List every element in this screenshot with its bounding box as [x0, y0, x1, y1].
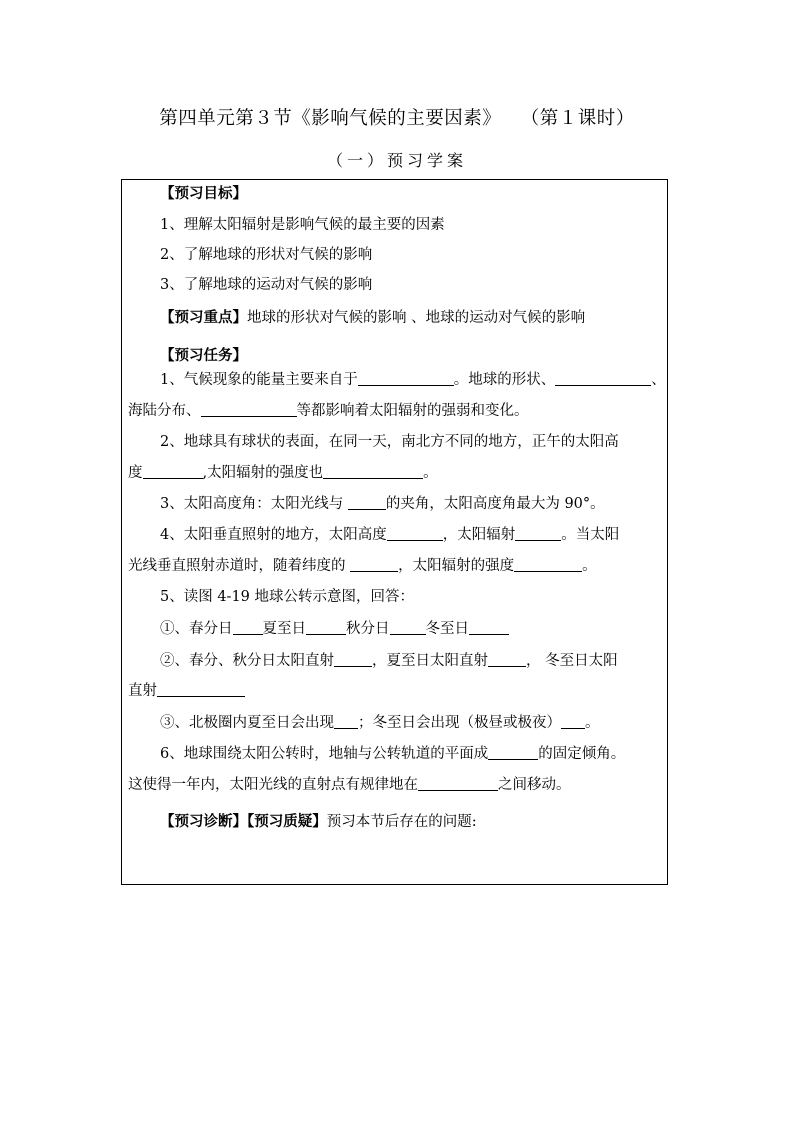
- task-text: 夏至日: [262, 621, 306, 637]
- task-text: 4、太阳垂直照射的地方，太阳高度: [160, 527, 387, 543]
- task-text: 直射: [128, 683, 157, 699]
- answer-blank[interactable]: [334, 714, 358, 729]
- answer-blank[interactable]: [515, 526, 561, 541]
- task-text: ；冬至日会出现（极昼或极夜）: [358, 715, 561, 731]
- task-6-line-1: [122, 742, 667, 763]
- answer-blank[interactable]: [306, 620, 346, 635]
- focus-heading: 【预习重点】: [160, 309, 247, 326]
- task-text: ， 冬至日太阳: [526, 653, 618, 669]
- answer-blank[interactable]: [488, 652, 526, 667]
- task-text: 。地球的形状、: [453, 372, 556, 388]
- task-text: 之间移动。: [498, 777, 571, 793]
- answer-blank[interactable]: [323, 464, 423, 479]
- task-text: ，太阳辐射的强度: [398, 558, 515, 574]
- task-5-q2-line-2: [122, 679, 667, 700]
- task-5-q3: [122, 711, 667, 732]
- task-5-q1: [122, 617, 667, 638]
- answer-blank[interactable]: [350, 557, 398, 572]
- task-text: ①、春分日: [160, 621, 233, 637]
- task-text: ,太阳辐射的强度也: [202, 465, 324, 481]
- task-text: 度: [128, 465, 143, 481]
- task-text: 秋分日: [346, 621, 390, 637]
- task-4-line-2: [122, 554, 667, 575]
- answer-blank[interactable]: [358, 371, 454, 386]
- answer-blank[interactable]: [334, 652, 372, 667]
- answer-blank[interactable]: [348, 495, 386, 510]
- task-text: ，夏至日太阳直射: [372, 653, 488, 669]
- task-1-line-1: [122, 368, 667, 389]
- task-text: 6、地球围绕太阳公转时，地轴与公转轨道的平面成: [160, 746, 489, 762]
- task-text: 1、气候现象的能量主要来自于: [160, 372, 358, 388]
- goals-heading: 【预习目标】: [160, 185, 247, 202]
- section-subtitle: （一）预习学案: [326, 151, 467, 170]
- task-5-q2-line-1: [122, 649, 667, 670]
- task-text: 等都影响着太阳辐射的强弱和变化。: [296, 403, 529, 419]
- task-text: 、: [651, 372, 666, 388]
- answer-blank[interactable]: [233, 620, 263, 635]
- diagnosis-text: 预习本节后存在的问题:: [326, 814, 477, 830]
- task-text: 的固定倾角。: [538, 746, 626, 762]
- task-5-intro: 5、读图 4-19 地球公转示意图，回答：: [160, 589, 415, 605]
- task-text: ③、北极圈内夏至日会出现: [160, 715, 334, 731]
- focus-section: [122, 306, 667, 327]
- task-text: 2、地球具有球状的表面，在同一天，南北方不同的地方，正午的太阳高: [160, 434, 619, 450]
- task-2-line-2: [122, 461, 667, 482]
- task-text: 这使得一年内，太阳光线的直射点有规律地在: [128, 777, 418, 793]
- answer-blank[interactable]: [488, 745, 538, 760]
- task-4-line-1: [122, 523, 667, 544]
- task-1-line-2: [122, 399, 667, 420]
- answer-blank[interactable]: [561, 714, 585, 729]
- task-text: ，太阳辐射: [442, 527, 516, 543]
- focus-text: 地球的形状对气候的影响 、地球的运动对气候的影响: [247, 310, 586, 326]
- task-text: 。: [585, 715, 600, 731]
- task-text: 。: [582, 558, 597, 574]
- questions-heading: 【预习质疑】: [247, 813, 327, 830]
- diagnosis-section: [122, 810, 667, 831]
- answer-blank[interactable]: [143, 464, 203, 479]
- task-text: 。: [423, 465, 438, 481]
- task-text: ②、春分、秋分日太阳直射: [160, 653, 334, 669]
- answer-blank[interactable]: [390, 620, 426, 635]
- task-text: 3、太阳高度角：太阳光线与: [160, 496, 348, 512]
- page-title: 第四单元第３节《影响气候的主要因素》 （第１课时）: [159, 108, 635, 129]
- task-text: 的夹角，太阳高度角最大为 90°。: [385, 496, 605, 512]
- answer-blank[interactable]: [201, 402, 297, 417]
- goals-section: [122, 182, 667, 203]
- goal-item: 1、理解太阳辐射是影响气候的最主要的因素: [160, 217, 445, 233]
- answer-blank[interactable]: [469, 620, 509, 635]
- task-text: 光线垂直照射赤道时，随着纬度的: [128, 558, 351, 574]
- answer-blank[interactable]: [387, 526, 443, 541]
- task-text: 冬至日: [425, 621, 469, 637]
- goal-item: 2、了解地球的形状对气候的影响: [160, 247, 373, 263]
- tasks-section: [122, 344, 667, 365]
- answer-blank[interactable]: [157, 682, 245, 697]
- study-plan-box: [121, 179, 668, 885]
- task-6-line-2: [122, 773, 667, 794]
- answer-blank[interactable]: [555, 371, 651, 386]
- diagnosis-heading: 【预习诊断】: [160, 813, 247, 830]
- answer-blank[interactable]: [418, 776, 498, 791]
- answer-blank[interactable]: [514, 557, 582, 572]
- tasks-heading: 【预习任务】: [160, 347, 247, 364]
- task-2-line-1: [122, 430, 667, 451]
- goal-item: 3、了解地球的运动对气候的影响: [160, 277, 373, 293]
- task-text: 海陆分布、: [128, 403, 201, 419]
- task-text: 。当太阳: [561, 527, 620, 543]
- task-3-line: [122, 492, 667, 513]
